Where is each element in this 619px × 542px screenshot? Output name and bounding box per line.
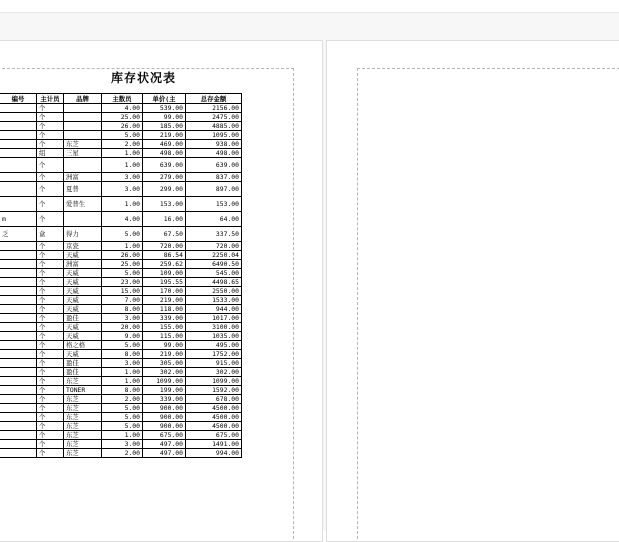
- cell-amount: 837.00: [186, 173, 242, 182]
- cell-qty: 5.00: [102, 131, 143, 140]
- table-row: [0, 140, 242, 149]
- table-row: [0, 386, 242, 395]
- cell-brand: [64, 104, 102, 113]
- cell-code: [0, 359, 37, 368]
- table-row: [0, 305, 242, 314]
- cell-amount: 1592.00: [186, 386, 242, 395]
- cell-amount: 1017.00: [186, 314, 242, 323]
- cell-brand: 东芝: [64, 140, 102, 149]
- cell-price: 185.00: [143, 122, 186, 131]
- cell-brand: [64, 158, 102, 173]
- cell-qty: 3.00: [102, 440, 143, 449]
- cell-price: 259.62: [143, 260, 186, 269]
- cell-code: [0, 122, 37, 131]
- cell-unit: 个: [37, 323, 64, 332]
- cell-amount: 1035.00: [186, 332, 242, 341]
- cell-price: 219.00: [143, 350, 186, 359]
- cell-code: [0, 350, 37, 359]
- cell-brand: 天威: [64, 332, 102, 341]
- cell-amount: 545.00: [186, 269, 242, 278]
- cell-brand: 得力: [64, 227, 102, 242]
- cell-price: 195.55: [143, 278, 186, 287]
- cell-amount: 1099.00: [186, 377, 242, 386]
- cell-price: 498.00: [143, 149, 186, 158]
- cell-unit: 个: [37, 413, 64, 422]
- cell-amount: 153.00: [186, 197, 242, 212]
- cell-unit: 个: [37, 212, 64, 227]
- cell-code: [0, 140, 37, 149]
- cell-price: 497.00: [143, 449, 186, 458]
- cell-price: 86.54: [143, 251, 186, 260]
- cell-amount: 915.00: [186, 359, 242, 368]
- cell-price: 720.00: [143, 242, 186, 251]
- cell-qty: 1.00: [102, 197, 143, 212]
- table-row: [0, 368, 242, 377]
- cell-brand: 天威: [64, 287, 102, 296]
- cell-brand: 天威: [64, 350, 102, 359]
- cell-code: [0, 242, 37, 251]
- cell-unit: 个: [37, 173, 64, 182]
- cell-amount: 1491.00: [186, 440, 242, 449]
- cell-amount: 994.00: [186, 449, 242, 458]
- cell-amount: 4498.65: [186, 278, 242, 287]
- table-row: [0, 332, 242, 341]
- cell-price: 99.00: [143, 113, 186, 122]
- cell-unit: 个: [37, 422, 64, 431]
- table-row: [0, 422, 242, 431]
- cell-amount: 938.00: [186, 140, 242, 149]
- table-row: [0, 197, 242, 212]
- cell-qty: 3.00: [102, 359, 143, 368]
- cell-price: 339.00: [143, 395, 186, 404]
- cell-qty: 2.00: [102, 140, 143, 149]
- table-row: [0, 260, 242, 269]
- cell-qty: 8.00: [102, 305, 143, 314]
- cell-price: 219.00: [143, 131, 186, 140]
- cell-brand: 东芝: [64, 395, 102, 404]
- cell-code: [0, 173, 37, 182]
- cell-qty: 7.00: [102, 296, 143, 305]
- cell-amount: 678.00: [186, 395, 242, 404]
- cell-code: [0, 404, 37, 413]
- cell-brand: 天威: [64, 251, 102, 260]
- cell-brand: 东芝: [64, 431, 102, 440]
- cell-unit: 个: [37, 440, 64, 449]
- cell-amount: 64.00: [186, 212, 242, 227]
- cell-unit: 个: [37, 350, 64, 359]
- col-header-qty: 主数员: [102, 94, 143, 104]
- cell-brand: 东芝: [64, 440, 102, 449]
- table-row: [0, 377, 242, 386]
- cell-code: [0, 149, 37, 158]
- cell-amount: 498.00: [186, 149, 242, 158]
- cell-qty: 2.00: [102, 395, 143, 404]
- cell-price: 155.00: [143, 323, 186, 332]
- cell-qty: 1.00: [102, 377, 143, 386]
- cell-price: 539.00: [143, 104, 186, 113]
- table-row: [0, 122, 242, 131]
- page-2-margin-guide: [357, 68, 619, 539]
- cell-price: 67.50: [143, 227, 186, 242]
- cell-code: [0, 158, 37, 173]
- cell-code: [0, 131, 37, 140]
- cell-unit: 个: [37, 182, 64, 197]
- cell-brand: [64, 122, 102, 131]
- cell-qty: 15.00: [102, 287, 143, 296]
- cell-brand: 东芝: [64, 449, 102, 458]
- cell-unit: 组: [37, 149, 64, 158]
- cell-qty: 1.00: [102, 431, 143, 440]
- table-row: [0, 173, 242, 182]
- cell-amount: 2250.04: [186, 251, 242, 260]
- cell-code: [0, 377, 37, 386]
- cell-brand: 洲富: [64, 173, 102, 182]
- cell-amount: 4500.00: [186, 422, 242, 431]
- cell-code: 乏: [0, 227, 37, 242]
- table-row: [0, 149, 242, 158]
- cell-price: 170.00: [143, 287, 186, 296]
- cell-amount: 302.00: [186, 368, 242, 377]
- cell-price: 99.00: [143, 341, 186, 350]
- cell-qty: 1.00: [102, 158, 143, 173]
- cell-price: 639.00: [143, 158, 186, 173]
- cell-brand: 盈佳: [64, 359, 102, 368]
- table-row: [0, 350, 242, 359]
- cell-code: [0, 413, 37, 422]
- cell-unit: 个: [37, 359, 64, 368]
- cell-brand: 夏普: [64, 182, 102, 197]
- table-row: [0, 227, 242, 242]
- cell-price: 153.00: [143, 197, 186, 212]
- table-header-row: [0, 94, 242, 104]
- cell-price: 219.00: [143, 296, 186, 305]
- table-row: [0, 341, 242, 350]
- cell-unit: 个: [37, 113, 64, 122]
- cell-unit: 个: [37, 395, 64, 404]
- cell-qty: 5.00: [102, 341, 143, 350]
- cell-qty: 2.00: [102, 449, 143, 458]
- cell-qty: 4.00: [102, 104, 143, 113]
- cell-code: [0, 341, 37, 350]
- cell-amount: 944.00: [186, 305, 242, 314]
- cell-price: 109.00: [143, 269, 186, 278]
- cell-code: [0, 305, 37, 314]
- cell-price: 299.00: [143, 182, 186, 197]
- cell-code: [0, 296, 37, 305]
- table-row: [0, 242, 242, 251]
- table-row: [0, 131, 242, 140]
- cell-amount: 2475.00: [186, 113, 242, 122]
- cell-amount: 6490.50: [186, 260, 242, 269]
- cell-brand: 盈佳: [64, 314, 102, 323]
- cell-qty: 5.00: [102, 227, 143, 242]
- cell-amount: 495.00: [186, 341, 242, 350]
- table-row: [0, 431, 242, 440]
- cell-unit: 个: [37, 260, 64, 269]
- col-header-brand: 品牌: [64, 94, 102, 104]
- col-header-code: 编号: [0, 94, 37, 104]
- cell-qty: 20.00: [102, 323, 143, 332]
- cell-qty: 9.00: [102, 332, 143, 341]
- cell-brand: 天威: [64, 296, 102, 305]
- cell-amount: 675.00: [186, 431, 242, 440]
- cell-unit: 个: [37, 158, 64, 173]
- cell-price: 1099.00: [143, 377, 186, 386]
- cell-price: 675.00: [143, 431, 186, 440]
- cell-brand: 东芝: [64, 422, 102, 431]
- cell-unit: 个: [37, 314, 64, 323]
- cell-brand: [64, 212, 102, 227]
- cell-unit: 个: [37, 368, 64, 377]
- cell-unit: 个: [37, 242, 64, 251]
- cell-unit: 个: [37, 341, 64, 350]
- cell-code: [0, 197, 37, 212]
- cell-unit: 个: [37, 122, 64, 131]
- cell-qty: 5.00: [102, 404, 143, 413]
- cell-unit: 个: [37, 140, 64, 149]
- cell-amount: 4500.00: [186, 413, 242, 422]
- cell-qty: 4.00: [102, 212, 143, 227]
- cell-code: [0, 386, 37, 395]
- cell-code: [0, 287, 37, 296]
- cell-unit: 个: [37, 377, 64, 386]
- table-row: [0, 359, 242, 368]
- cell-code: [0, 422, 37, 431]
- cell-code: [0, 104, 37, 113]
- cell-amount: 897.00: [186, 182, 242, 197]
- cell-brand: 盈佳: [64, 368, 102, 377]
- cell-code: [0, 449, 37, 458]
- cell-price: 497.00: [143, 440, 186, 449]
- cell-code: [0, 113, 37, 122]
- cell-code: [0, 368, 37, 377]
- cell-amount: 720.00: [186, 242, 242, 251]
- cell-qty: 1.00: [102, 368, 143, 377]
- cell-qty: 5.00: [102, 413, 143, 422]
- cell-qty: 1.00: [102, 242, 143, 251]
- cell-qty: 25.00: [102, 113, 143, 122]
- cell-brand: 东芝: [64, 404, 102, 413]
- cell-price: 279.00: [143, 173, 186, 182]
- cell-qty: 1.00: [102, 149, 143, 158]
- cell-amount: 2156.00: [186, 104, 242, 113]
- cell-code: m: [0, 212, 37, 227]
- table-row: [0, 158, 242, 173]
- cell-amount: 3100.00: [186, 323, 242, 332]
- col-header-unit: 主计员: [37, 94, 64, 104]
- inventory-table: [0, 93, 242, 458]
- cell-brand: 格之格: [64, 341, 102, 350]
- cell-unit: 个: [37, 332, 64, 341]
- cell-code: [0, 269, 37, 278]
- cell-qty: 3.00: [102, 314, 143, 323]
- cell-brand: [64, 113, 102, 122]
- table-row: [0, 182, 242, 197]
- table-row: [0, 296, 242, 305]
- cell-price: 900.00: [143, 404, 186, 413]
- cell-brand: 东芝: [64, 413, 102, 422]
- cell-price: 115.00: [143, 332, 186, 341]
- inventory-table-body: [0, 104, 242, 458]
- cell-unit: 盒: [37, 227, 64, 242]
- cell-brand: 天威: [64, 269, 102, 278]
- col-header-price: 单价(主: [143, 94, 186, 104]
- cell-unit: 个: [37, 404, 64, 413]
- cell-qty: 8.00: [102, 386, 143, 395]
- table-row: [0, 314, 242, 323]
- cell-price: 305.00: [143, 359, 186, 368]
- cell-price: 900.00: [143, 422, 186, 431]
- cell-amount: 639.00: [186, 158, 242, 173]
- report-title: 库存状况表: [110, 71, 176, 85]
- cell-qty: 5.00: [102, 269, 143, 278]
- cell-price: 118.00: [143, 305, 186, 314]
- cell-unit: 个: [37, 449, 64, 458]
- cell-code: [0, 440, 37, 449]
- cell-code: [0, 182, 37, 197]
- cell-qty: 26.00: [102, 122, 143, 131]
- cell-brand: 东芝: [64, 377, 102, 386]
- cell-brand: 爱普生: [64, 197, 102, 212]
- col-header-amount: 总存金额: [186, 94, 242, 104]
- table-row: [0, 287, 242, 296]
- table-row: [0, 323, 242, 332]
- cell-code: [0, 260, 37, 269]
- cell-amount: 337.50: [186, 227, 242, 242]
- cell-brand: 天威: [64, 278, 102, 287]
- cell-qty: 23.00: [102, 278, 143, 287]
- cell-amount: 2550.00: [186, 287, 242, 296]
- cell-unit: 个: [37, 104, 64, 113]
- cell-code: [0, 251, 37, 260]
- cell-unit: 个: [37, 269, 64, 278]
- table-row: [0, 104, 242, 113]
- cell-price: 339.00: [143, 314, 186, 323]
- cell-code: [0, 314, 37, 323]
- cell-qty: 5.00: [102, 422, 143, 431]
- cell-brand: 京瓷: [64, 242, 102, 251]
- cell-unit: 个: [37, 197, 64, 212]
- table-row: [0, 269, 242, 278]
- cell-qty: 8.00: [102, 350, 143, 359]
- cell-brand: TONER: [64, 386, 102, 395]
- cell-amount: 4885.00: [186, 122, 242, 131]
- cell-unit: 个: [37, 305, 64, 314]
- cell-unit: 个: [37, 251, 64, 260]
- cell-qty: 26.00: [102, 251, 143, 260]
- cell-qty: 25.00: [102, 260, 143, 269]
- cell-unit: 个: [37, 386, 64, 395]
- cell-price: 16.00: [143, 212, 186, 227]
- cell-code: [0, 323, 37, 332]
- cell-code: [0, 332, 37, 341]
- cell-unit: 个: [37, 278, 64, 287]
- table-row: [0, 251, 242, 260]
- cell-amount: 4500.00: [186, 404, 242, 413]
- cell-amount: 1095.00: [186, 131, 242, 140]
- table-row: [0, 404, 242, 413]
- cell-brand: 三星: [64, 149, 102, 158]
- cell-code: [0, 278, 37, 287]
- cell-unit: 个: [37, 296, 64, 305]
- table-row: [0, 113, 242, 122]
- cell-unit: 个: [37, 431, 64, 440]
- table-row: [0, 413, 242, 422]
- cell-code: [0, 431, 37, 440]
- cell-qty: 3.00: [102, 182, 143, 197]
- cell-unit: 个: [37, 131, 64, 140]
- cell-amount: 1533.00: [186, 296, 242, 305]
- table-row: [0, 440, 242, 449]
- cell-price: 199.00: [143, 386, 186, 395]
- cell-brand: 天威: [64, 305, 102, 314]
- cell-qty: 3.00: [102, 173, 143, 182]
- cell-brand: 天威: [64, 323, 102, 332]
- table-row: [0, 395, 242, 404]
- cell-brand: 洲富: [64, 260, 102, 269]
- cell-code: [0, 395, 37, 404]
- toolbar-strip: [0, 0, 619, 13]
- cell-unit: 个: [37, 287, 64, 296]
- cell-price: 900.00: [143, 413, 186, 422]
- cell-amount: 1752.00: [186, 350, 242, 359]
- table-row: [0, 449, 242, 458]
- cell-price: 469.00: [143, 140, 186, 149]
- table-row: [0, 278, 242, 287]
- table-row: [0, 212, 242, 227]
- cell-brand: [64, 131, 102, 140]
- cell-price: 302.00: [143, 368, 186, 377]
